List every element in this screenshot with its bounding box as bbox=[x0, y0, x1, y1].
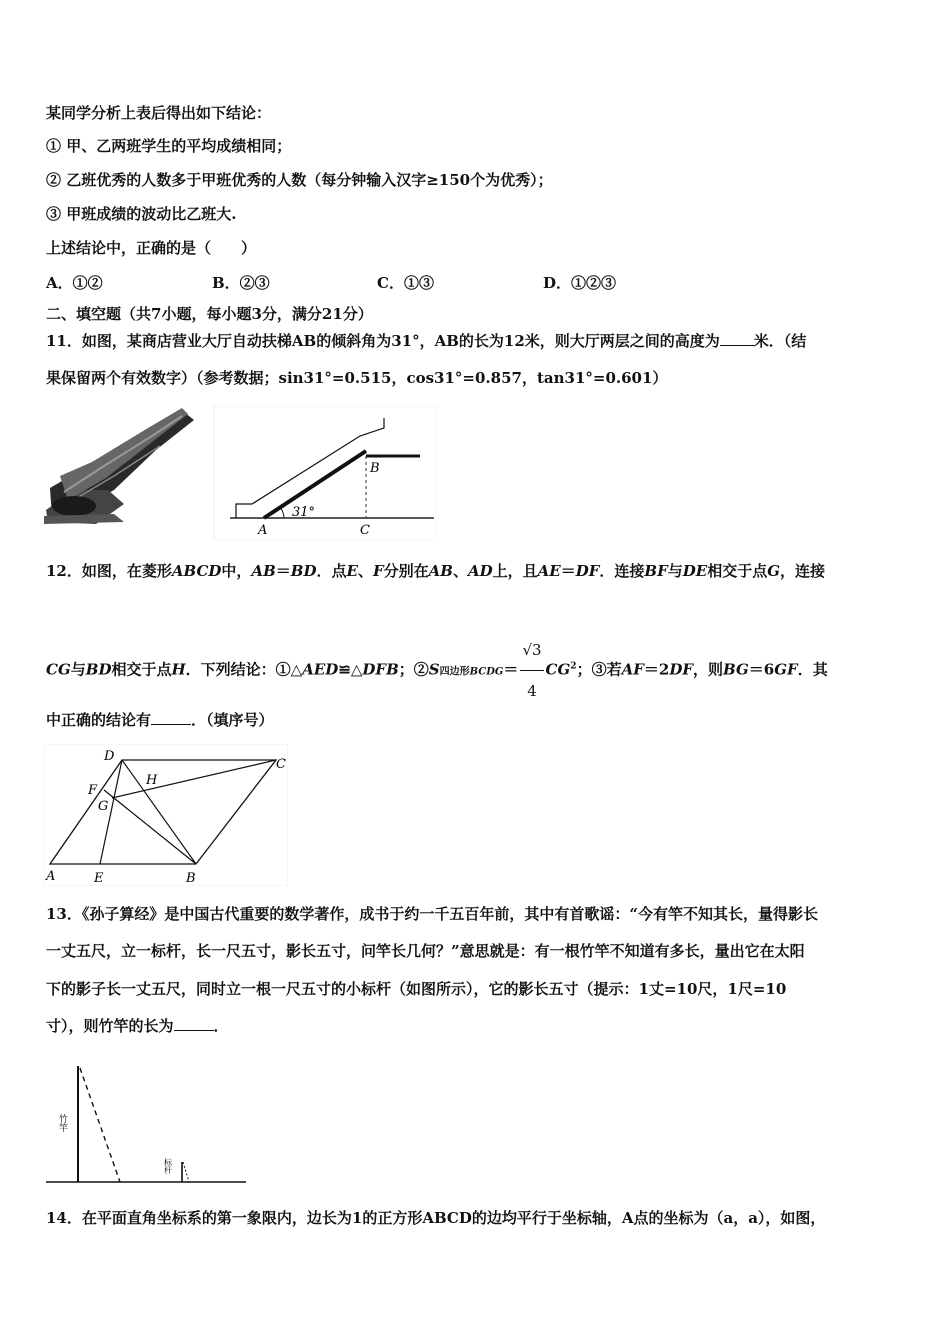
text: 与 bbox=[667, 562, 683, 580]
subscript: 四边形 bbox=[439, 666, 470, 678]
answer-blank bbox=[174, 1016, 214, 1031]
text: ；② bbox=[398, 660, 429, 679]
question-11-line-1 bbox=[46, 331, 806, 351]
fraction bbox=[520, 630, 543, 711]
sun-ray-dashed bbox=[80, 1068, 120, 1182]
text-line: ② 乙班优秀的人数多于甲班优秀的人数（每分钟输入汉字≥150个为优秀）； bbox=[46, 171, 553, 189]
question-13-line-2: 一丈五尺，立一标杆，长一尺五寸，影长五寸，问竿长几何？”意思就是：有一根竹竿不知道有多长，量出它在太阳 bbox=[46, 942, 805, 960]
var: AB bbox=[428, 562, 453, 580]
text-line: 某同学分析上表后得出如下结论： bbox=[46, 104, 272, 122]
text: 米．（结 bbox=[753, 332, 807, 350]
text: ＝6 bbox=[748, 660, 775, 679]
label-c: C bbox=[360, 523, 370, 538]
text: 相交于点 bbox=[111, 660, 172, 679]
text-line: 上述结论中，正确的是（ ） bbox=[46, 239, 257, 257]
label-d: D bbox=[104, 749, 115, 764]
text: 上，且 bbox=[492, 562, 538, 580]
var: E bbox=[346, 562, 358, 580]
text: ＝2 bbox=[643, 660, 670, 679]
label-b: B bbox=[370, 461, 380, 476]
text: ＝ bbox=[560, 562, 576, 580]
question-13-line-1: 13．《孙子算经》是中国古代重要的数学著作，成书于约一千五百年前，其中有首歌谣：“今有竿不知其长，量得影长 bbox=[46, 905, 819, 923]
question-14-line-1: 14．在平面直角坐标系的第一象限内，边长为1的正方形ABCD的边均平行于坐标轴，A点的坐标为（a，a），如图， bbox=[46, 1209, 826, 1227]
text: ． bbox=[213, 1017, 229, 1035]
text: ．其 bbox=[797, 660, 828, 679]
text: 中正确的结论有 bbox=[46, 711, 152, 729]
var: AB bbox=[251, 562, 276, 580]
var: AE bbox=[537, 562, 561, 580]
option-b: B．②③ bbox=[212, 274, 270, 292]
text: 、 bbox=[357, 562, 373, 580]
var: BD bbox=[85, 660, 112, 679]
answer-blank bbox=[720, 331, 754, 346]
var: DE bbox=[682, 562, 708, 580]
var: DFB bbox=[362, 660, 399, 679]
question-11-line-2: 果保留两个有效数字）（参考数据；sin31°=0.515，cos31°=0.857，tan31°=0.601） bbox=[46, 369, 668, 387]
text: ，则 bbox=[692, 660, 723, 679]
var: DF bbox=[575, 562, 600, 580]
text: 11．如图，某商店营业大厅自动扶梯AB的倾斜角为31°，AB的长为12米，则大厅两层之间的高度为 bbox=[46, 332, 720, 350]
text: ≌△ bbox=[338, 660, 363, 679]
fraction-numerator: √3 bbox=[520, 630, 543, 671]
angle-label: 31° bbox=[292, 505, 316, 520]
bamboo-shadow-figure bbox=[44, 1058, 248, 1186]
label-a: A bbox=[258, 523, 268, 538]
pole-label: 竹竿 bbox=[57, 1114, 67, 1132]
text-line: ③ 甲班成绩的波动比乙班大. bbox=[46, 205, 237, 223]
text: 与 bbox=[70, 660, 86, 679]
superscript: 2 bbox=[570, 661, 577, 672]
answer-blank bbox=[151, 710, 191, 725]
label-f: F bbox=[88, 783, 98, 798]
question-12-line-2 bbox=[46, 630, 828, 711]
var: AF bbox=[621, 660, 644, 679]
subscript-var: BCDG bbox=[469, 666, 504, 678]
text: ．点 bbox=[316, 562, 347, 580]
label-g: G bbox=[98, 799, 109, 814]
text: 相交于点 bbox=[707, 562, 768, 580]
var: F bbox=[372, 562, 384, 580]
label-c: C bbox=[276, 757, 286, 772]
label-a: A bbox=[46, 869, 56, 884]
text: ．（填序号） bbox=[191, 711, 274, 729]
text: 12．如图，在菱形 bbox=[46, 562, 172, 580]
var: DF bbox=[669, 660, 693, 679]
var: BF bbox=[644, 562, 668, 580]
fraction-denominator: 4 bbox=[527, 682, 537, 700]
var: H bbox=[171, 660, 186, 679]
text: ．下列结论：①△ bbox=[185, 660, 303, 679]
section-heading: 二、填空题（共7小题，每小题3分，满分21分） bbox=[46, 305, 373, 323]
option-c: C．①③ bbox=[377, 274, 434, 292]
label-h: H bbox=[146, 773, 158, 788]
question-13-line-4 bbox=[46, 1016, 229, 1036]
var: ABCD bbox=[171, 562, 222, 580]
question-12-line-3 bbox=[46, 710, 274, 730]
marker-ray bbox=[183, 1162, 189, 1182]
var: GF bbox=[774, 660, 798, 679]
var: BG bbox=[723, 660, 749, 679]
rhombus-figure bbox=[44, 744, 288, 886]
text: ；③若 bbox=[576, 660, 622, 679]
text: ＝ bbox=[503, 660, 519, 679]
var: CG bbox=[545, 660, 571, 679]
text: 寸），则竹竿的长为 bbox=[46, 1017, 174, 1035]
text: ，连接 bbox=[780, 562, 826, 580]
var: S bbox=[428, 660, 440, 679]
question-12-line-1 bbox=[46, 561, 825, 581]
text: 、 bbox=[452, 562, 468, 580]
var: AD bbox=[467, 562, 493, 580]
var: BD bbox=[290, 562, 317, 580]
marker-label: 标杆 bbox=[163, 1158, 173, 1174]
label-b: B bbox=[186, 871, 196, 886]
var: AED bbox=[302, 660, 339, 679]
var: CG bbox=[46, 660, 71, 679]
option-d: D．①②③ bbox=[543, 274, 617, 292]
text: 中， bbox=[221, 562, 252, 580]
question-13-line-3: 下的影子长一丈五尺，同时立一根一尺五寸的小标杆（如图所示），它的影长五寸（提示：1丈=10尺，1尺=10 bbox=[46, 980, 787, 998]
label-e: E bbox=[94, 871, 104, 886]
text-line: ① 甲、乙两班学生的平均成绩相同； bbox=[46, 137, 292, 155]
var: G bbox=[767, 562, 781, 580]
text: 分别在 bbox=[383, 562, 429, 580]
text: ．连接 bbox=[599, 562, 645, 580]
option-a: A．①② bbox=[46, 274, 103, 292]
escalator-figure bbox=[44, 406, 436, 540]
escalator-photo bbox=[44, 406, 204, 540]
text: ＝ bbox=[275, 562, 291, 580]
